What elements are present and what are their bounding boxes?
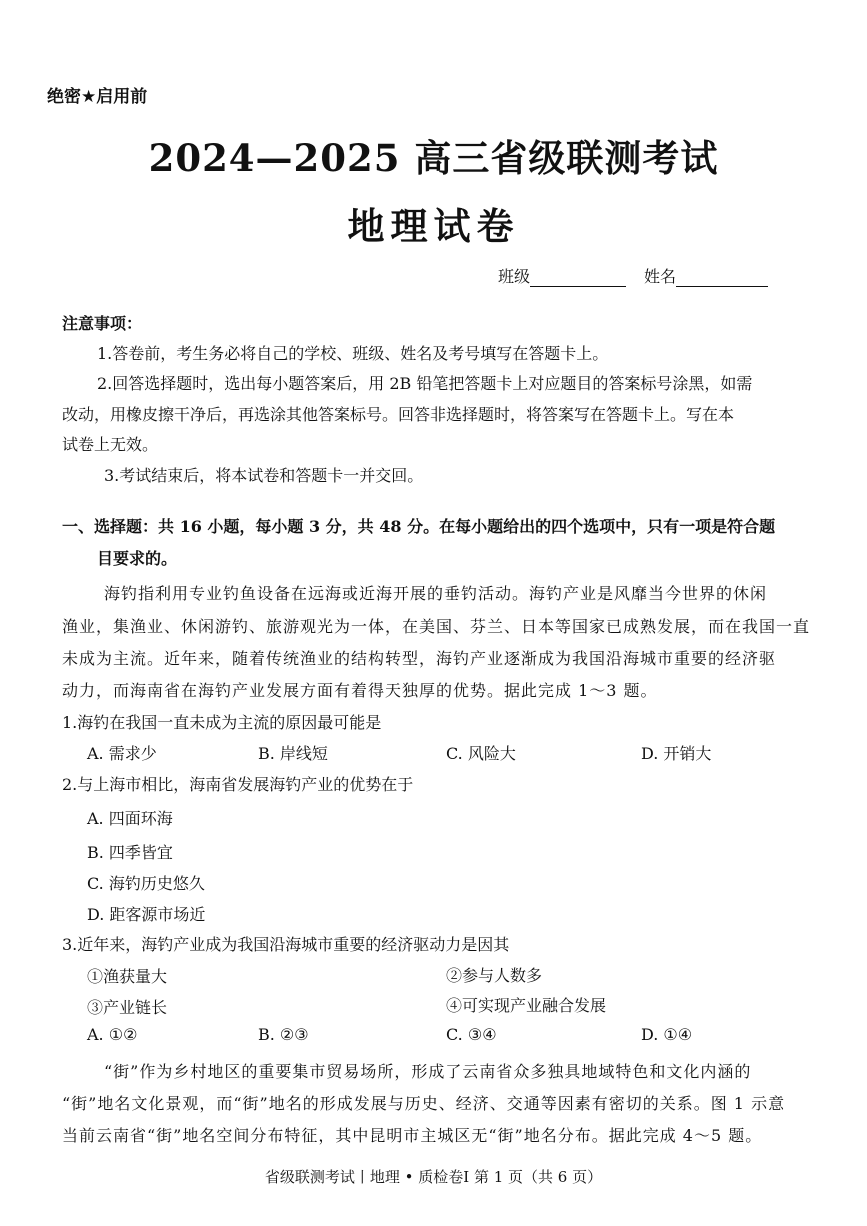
note-2-line-2: 改动，用橡皮擦干净后，再选涂其他答案标号。回答非选择题时，将答案写在答题卡上。写在本 (62, 405, 735, 424)
passage-1-line-4: 动力，而海南省在海钓产业发展方面有着得天独厚的优势。据此完成 1～3 题。 (62, 681, 658, 700)
confidential-label: 绝密★启用前 (47, 87, 148, 107)
question-2-option-b[interactable]: B. 四季皆宜 (87, 843, 173, 862)
question-3-option-a[interactable]: A. ①② (87, 1025, 138, 1044)
exam-subtitle: 地理试卷 (347, 204, 520, 248)
passage-2-line-2: “街”地名文化景观，而“街”地名的形成发展与历史、经济、交通等因素有密切的关系。图 1 示意 (62, 1094, 786, 1113)
note-3: 3.考试结束后，将本试卷和答题卡一并交回。 (104, 466, 424, 485)
question-1-option-b[interactable]: B. 岸线短 (258, 744, 328, 763)
question-3-option-d[interactable]: D. ①④ (641, 1025, 693, 1044)
question-2-option-a[interactable]: A. 四面环海 (87, 809, 173, 828)
passage-2-line-1: “街”作为乡村地区的重要集市贸易场所，形成了云南省众多独具地域特色和文化内涵的 (104, 1062, 752, 1081)
question-2-option-c[interactable]: C. 海钓历史悠久 (87, 874, 205, 893)
section-heading-line-1: 一、选择题：共 16 小题，每小题 3 分，共 48 分。在每小题给出的四个选项中，只有一项是符合题 (62, 517, 776, 536)
exam-title: 2024—2025 高三省级联测考试 (148, 136, 719, 180)
section-heading-line-2: 目要求的。 (97, 549, 178, 568)
student-info (498, 264, 768, 287)
note-2-line-3: 试卷上无效。 (62, 435, 159, 454)
notes-title: 注意事项： (62, 314, 143, 333)
question-1-option-a[interactable]: A. 需求少 (87, 744, 157, 763)
note-1: 1.答卷前，考生务必将自己的学校、班级、姓名及考号填写在答题卡上。 (97, 344, 609, 363)
question-2-stem: 2.与上海市相比，海南省发展海钓产业的优势在于 (62, 775, 414, 794)
class-label: 班级 (498, 267, 531, 286)
question-1-stem: 1.海钓在我国一直未成为主流的原因最可能是 (62, 713, 382, 732)
name-label: 姓名 (644, 267, 677, 286)
passage-2-line-3: 当前云南省“街”地名空间分布特征，其中昆明市主城区无“街”地名分布。据此完成 4～5 题。 (62, 1126, 763, 1145)
question-1-option-d[interactable]: D. 开销大 (641, 744, 712, 763)
question-3-stem: 3.近年来，海钓产业成为我国沿海城市重要的经济驱动力是因其 (62, 935, 510, 954)
name-blank[interactable] (676, 270, 768, 287)
question-1-option-c[interactable]: C. 风险大 (446, 744, 516, 763)
question-3-item-3: ③产业链长 (87, 998, 168, 1017)
question-3-option-c[interactable]: C. ③④ (446, 1025, 497, 1044)
passage-1-line-3: 未成为主流。近年来，随着传统渔业的结构转型，海钓产业逐渐成为我国沿海城市重要的经济驱 (62, 649, 777, 668)
note-2-line-1: 2.回答选择题时，选出每小题答案后，用 2B 铅笔把答题卡上对应题目的答案标号涂黑，如需 (97, 374, 753, 393)
question-2-option-d[interactable]: D. 距客源市场近 (87, 905, 206, 924)
question-3-option-b[interactable]: B. ②③ (258, 1025, 309, 1044)
question-3-item-4: ④可实现产业融合发展 (446, 996, 607, 1015)
question-3-item-1: ①渔获量大 (87, 967, 168, 986)
class-blank[interactable] (530, 270, 626, 287)
question-3-item-2: ②参与人数多 (446, 966, 543, 985)
page-footer: 省级联测考试丨地理 • 质检卷Ⅰ 第 1 页（共 6 页） (264, 1168, 603, 1186)
passage-1-line-1: 海钓指利用专业钓鱼设备在远海或近海开展的垂钓活动。海钓产业是风靡当今世界的休闲 (104, 584, 768, 603)
passage-1-line-2: 渔业，集渔业、休闲游钓、旅游观光为一体，在美国、芬兰、日本等国家已成熟发展，而在我国一直 (62, 617, 811, 636)
